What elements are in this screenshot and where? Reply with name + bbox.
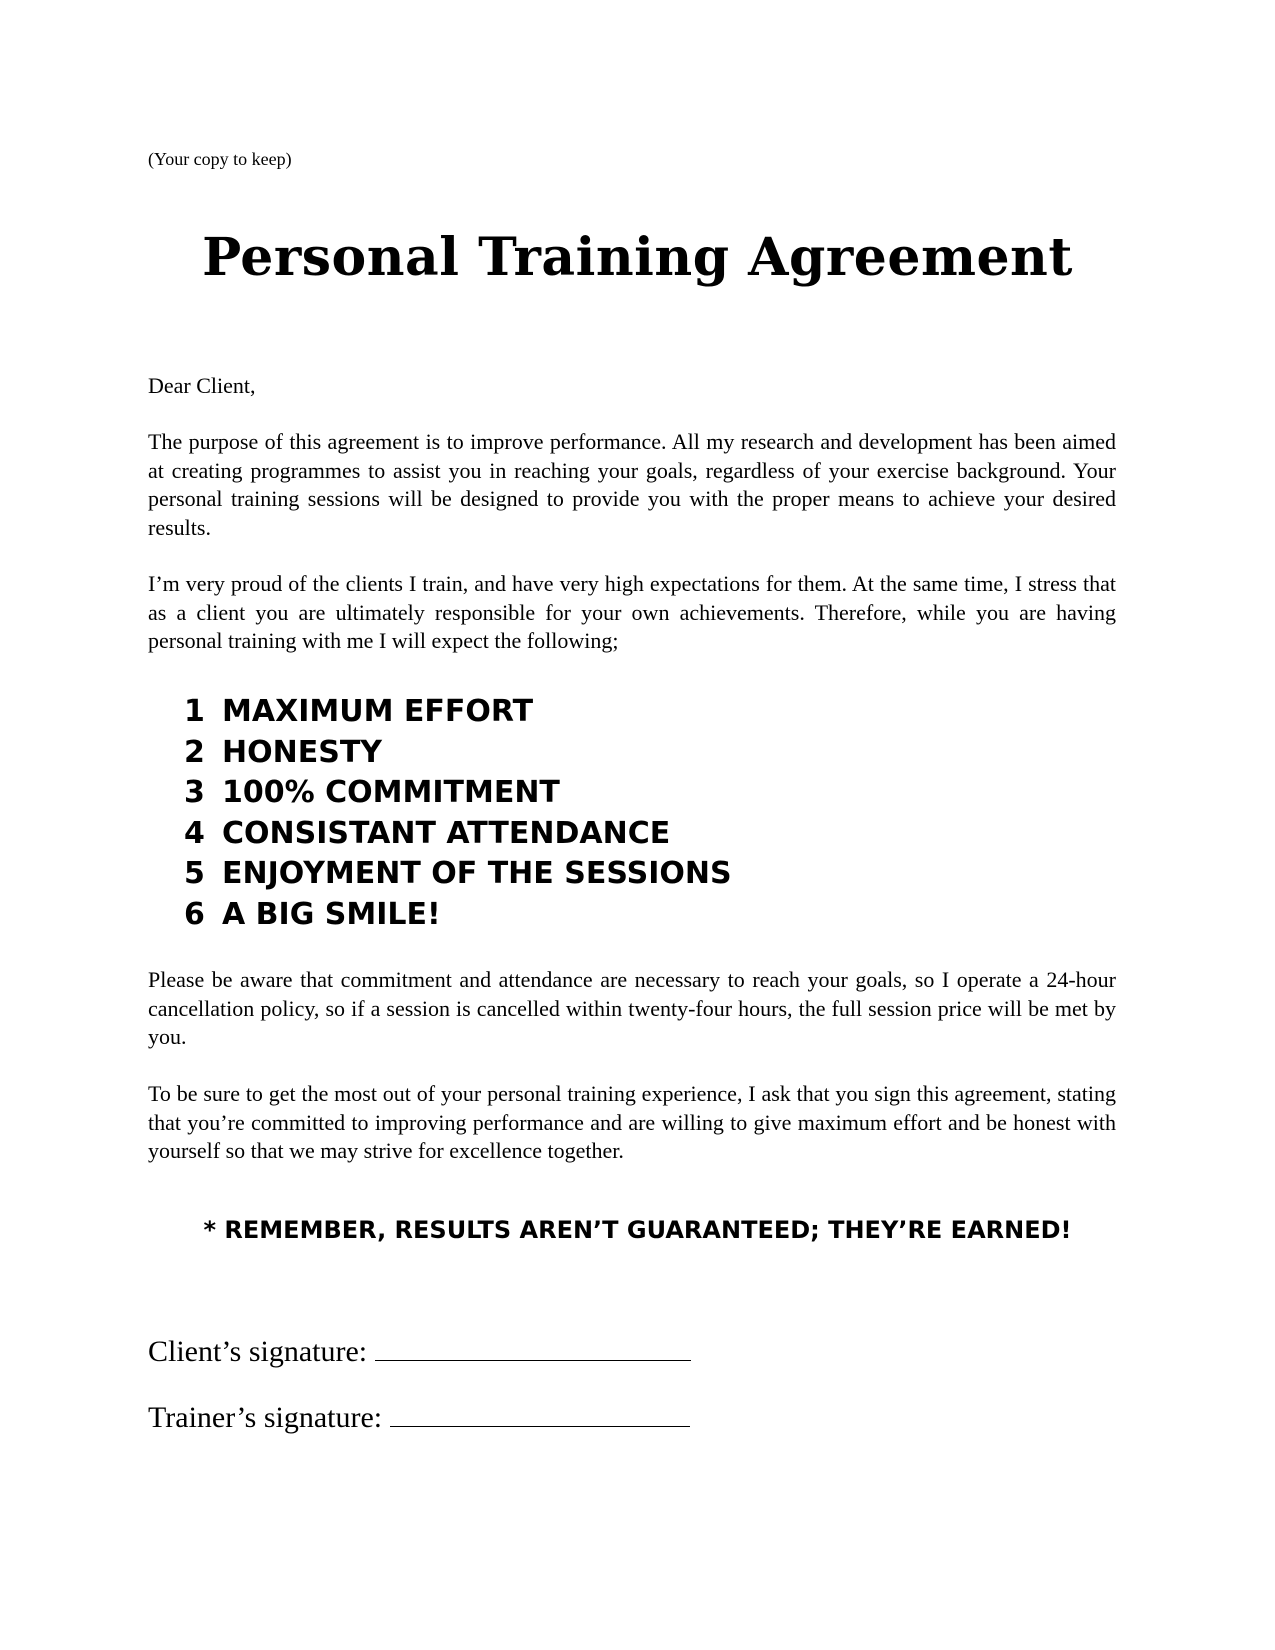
trainer-signature-label: Trainer’s signature: <box>148 1401 383 1434</box>
list-item-number: 6 <box>184 896 205 932</box>
intro-paragraph: The purpose of this agreement is to improve performance. All my research and development has been aimed at creating programmes to assist you in reaching your goals, regardless of your exercise background. Your personal training sessions will be designed to provide you with the proper means to achieve your desired results. <box>148 429 1116 540</box>
copy-note: (Your copy to keep) <box>148 149 292 169</box>
list-item-text: CONSISTANT ATTENDANCE <box>222 815 671 851</box>
page-title: Personal Training Agreement <box>202 227 1073 288</box>
trainer-signature-field[interactable] <box>390 1396 690 1427</box>
list-item-number: 2 <box>184 734 205 770</box>
trainer-signature-row <box>148 1396 690 1436</box>
salutation: Dear Client, <box>148 373 256 398</box>
list-item-text: A BIG SMILE! <box>222 896 441 932</box>
list-item-number: 5 <box>184 856 205 891</box>
list-item-text: HONESTY <box>222 734 383 770</box>
client-signature-label: Client’s signature: <box>148 1335 368 1368</box>
list-item-text: ENJOYMENT OF THE SESSIONS <box>222 856 732 891</box>
list-item-text: MAXIMUM EFFORT <box>222 694 534 729</box>
expectations-paragraph: I’m very proud of the clients I train, and have very high expectations for them. At the same time, I stress that as a client you are ultimately responsible for your own achievements. Therefore, while you are having personal training with me I will expect the following; <box>148 571 1116 653</box>
list-item <box>184 692 732 733</box>
client-signature-row <box>148 1330 691 1370</box>
list-item-text: 100% COMMITMENT <box>222 775 560 810</box>
list-item <box>184 773 732 814</box>
list-item-number: 3 <box>184 775 205 810</box>
list-item-number: 4 <box>184 815 205 851</box>
signing-paragraph: To be sure to get the most out of your personal training experience, I ask that you sign this agreement, stating that you’re committed to improving performance and are willing to give maximum effort and be honest with yourself so that we may strive for excellence together. <box>148 1081 1116 1163</box>
list-item <box>184 733 732 774</box>
list-item-number: 1 <box>184 694 205 729</box>
list-item <box>184 895 732 936</box>
cancellation-paragraph: Please be aware that commitment and attendance are necessary to reach your goals, so I operate a 24-hour cancellation policy, so if a session is cancelled within twenty-four hours, the full session price will be met by you. <box>148 967 1116 1049</box>
client-signature-field[interactable] <box>375 1330 691 1361</box>
reminder-note: * REMEMBER, RESULTS AREN’T GUARANTEED; THEY’RE EARNED! <box>203 1216 1072 1244</box>
list-item <box>184 814 732 855</box>
list-item <box>184 854 732 895</box>
expectations-list <box>184 692 732 935</box>
